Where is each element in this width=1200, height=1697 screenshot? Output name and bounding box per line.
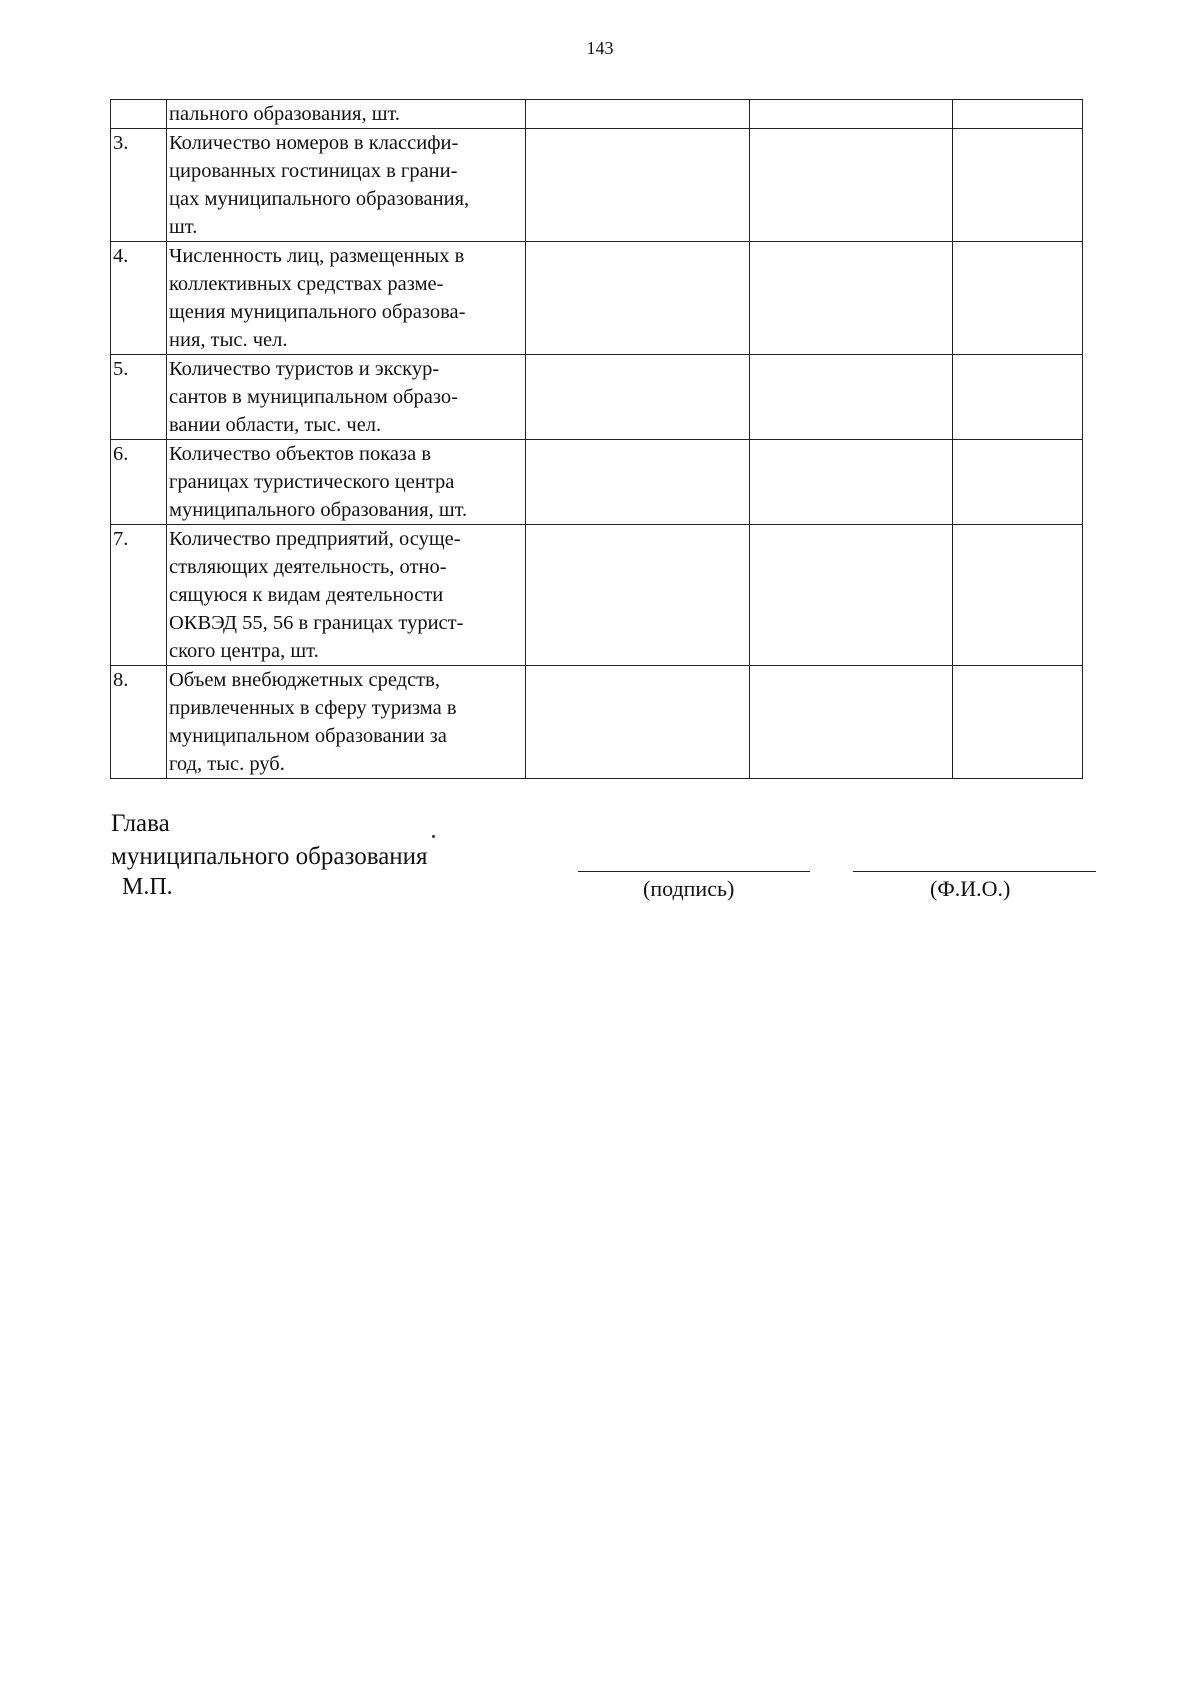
- table-row: [111, 242, 1083, 355]
- value-cell-2: [750, 525, 953, 666]
- row-number: 7.: [111, 525, 167, 666]
- indicator-name-line: год, тыс. руб.: [169, 753, 285, 775]
- value-cell-2: [750, 355, 953, 440]
- row-number: 8.: [111, 666, 167, 779]
- table-row: [111, 129, 1083, 242]
- indicator-name-line: сящуюся к видам деятельности: [169, 584, 444, 606]
- value-cell-1: [526, 440, 750, 525]
- value-cell-3: [953, 525, 1083, 666]
- indicator-name: [167, 525, 526, 666]
- table-row: [111, 666, 1083, 779]
- table-row: [111, 525, 1083, 666]
- value-cell-2: [750, 129, 953, 242]
- value-cell-3: [953, 355, 1083, 440]
- value-cell-2: [750, 242, 953, 355]
- indicator-name-line: Количество туристов и экскур-: [169, 358, 440, 380]
- value-cell-1: [526, 525, 750, 666]
- indicator-name: [167, 666, 526, 779]
- page-number: 143: [586, 38, 614, 58]
- value-cell-3: [953, 100, 1083, 129]
- indicator-name-line: ния, тыс. чел.: [169, 329, 288, 351]
- table-row: [111, 100, 1083, 129]
- row-number: 6.: [111, 440, 167, 525]
- value-cell-3: [953, 440, 1083, 525]
- indicator-name-line: муниципального образования, шт.: [169, 499, 468, 521]
- value-cell-2: [750, 440, 953, 525]
- value-cell-1: [526, 242, 750, 355]
- indicator-name: [167, 355, 526, 440]
- indicator-name-line: ского центра, шт.: [169, 640, 319, 662]
- head-title-municipality: муниципального образования: [111, 843, 428, 870]
- indicator-name: [167, 440, 526, 525]
- stamp-label: М.П.: [122, 874, 173, 900]
- value-cell-3: [953, 129, 1083, 242]
- indicator-name: [167, 100, 526, 129]
- indicator-name-line: ОКВЭД 55, 56 в границах турист-: [169, 612, 464, 634]
- indicator-name-line: пального образования, шт.: [169, 103, 401, 125]
- value-cell-3: [953, 242, 1083, 355]
- stray-dot: [432, 835, 435, 838]
- value-cell-1: [526, 666, 750, 779]
- indicator-name-line: ствляющих деятельность, отно-: [169, 556, 447, 578]
- value-cell-1: [526, 129, 750, 242]
- indicator-name-line: шт.: [169, 216, 198, 238]
- value-cell-2: [750, 100, 953, 129]
- indicator-name: [167, 242, 526, 355]
- indicator-name: [167, 129, 526, 242]
- signature-caption: (подпись): [643, 876, 735, 901]
- value-cell-1: [526, 100, 750, 129]
- table-row: [111, 355, 1083, 440]
- indicator-name-line: сантов в муниципальном образо-: [169, 386, 458, 408]
- row-number: 4.: [111, 242, 167, 355]
- indicator-name-line: коллективных средствах разме-: [169, 273, 444, 295]
- indicators-table: [110, 99, 1083, 779]
- indicator-name-line: вании области, тыс. чел.: [169, 414, 382, 436]
- table-row: [111, 440, 1083, 525]
- indicator-name-line: Количество номеров в классифи-: [169, 132, 459, 154]
- indicator-name-line: границах туристического центра: [169, 471, 455, 493]
- table-body: [111, 100, 1083, 779]
- indicator-name-line: цах муниципального образования,: [169, 188, 470, 210]
- indicator-name-line: привлеченных в сферу туризма в: [169, 697, 457, 719]
- indicator-name-line: Численность лиц, размещенных в: [169, 245, 465, 267]
- value-cell-3: [953, 666, 1083, 779]
- name-line: [853, 871, 1096, 872]
- row-number: [111, 100, 167, 129]
- indicator-name-line: цированных гостиницах в грани-: [169, 160, 458, 182]
- name-caption: (Ф.И.О.): [930, 876, 1011, 901]
- row-number: 3.: [111, 129, 167, 242]
- indicator-name-line: Объем внебюджетных средств,: [169, 669, 440, 691]
- value-cell-1: [526, 355, 750, 440]
- indicator-name-line: муниципальном образовании за: [169, 725, 447, 747]
- signature-line: [578, 871, 810, 872]
- row-number: 5.: [111, 355, 167, 440]
- value-cell-2: [750, 666, 953, 779]
- indicator-name-line: щения муниципального образова-: [169, 301, 466, 323]
- head-title: Глава: [111, 810, 170, 837]
- indicator-name-line: Количество объектов показа в: [169, 443, 431, 465]
- indicator-name-line: Количество предприятий, осуще-: [169, 528, 461, 550]
